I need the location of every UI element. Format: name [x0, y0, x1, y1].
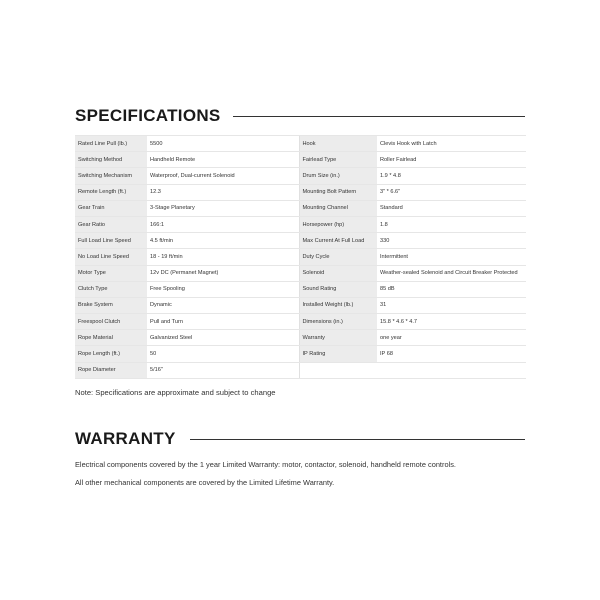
spec-row [75, 152, 526, 168]
spec-row [75, 330, 526, 346]
spec-row [75, 216, 526, 232]
spec-label: Hook [299, 136, 377, 152]
spec-value: one year [377, 330, 526, 346]
specifications-header [75, 106, 525, 126]
spec-value: 166:1 [147, 216, 299, 232]
spec-value: 12.3 [147, 184, 299, 200]
warranty-paragraph-electrical: Electrical components covered by the 1 year Limited Warranty: motor, contactor, solenoid, handheld remote controls. [75, 460, 456, 469]
specifications-title: SPECIFICATIONS [75, 106, 221, 125]
spec-value: Free Spooling [147, 281, 299, 297]
spec-row [75, 297, 526, 313]
spec-label: Full Load Line Speed [75, 233, 147, 249]
spec-value: Clevis Hook with Latch [377, 136, 526, 152]
spec-value: Roller Fairlead [377, 152, 526, 168]
spec-label: Remote Length (ft.) [75, 184, 147, 200]
specifications-divider [233, 116, 525, 117]
specifications-table [75, 135, 526, 379]
spec-value: Standard [377, 200, 526, 216]
spec-label: Switching Method [75, 152, 147, 168]
spec-row [75, 362, 526, 378]
spec-value [377, 362, 526, 378]
spec-value: 85 dB [377, 281, 526, 297]
spec-label: Sound Rating [299, 281, 377, 297]
spec-value: 50 [147, 346, 299, 362]
spec-value: 1.8 [377, 216, 526, 232]
spec-row [75, 314, 526, 330]
spec-label [299, 362, 377, 378]
spec-label: Warranty [299, 330, 377, 346]
spec-row [75, 184, 526, 200]
spec-label: Drum Size (in.) [299, 168, 377, 184]
spec-value: 5/16" [147, 362, 299, 378]
spec-label: Solenoid [299, 265, 377, 281]
spec-row [75, 346, 526, 362]
spec-label: Motor Type [75, 265, 147, 281]
spec-label: Fairlead Type [299, 152, 377, 168]
spec-row [75, 249, 526, 265]
spec-value: 3-Stage Planetary [147, 200, 299, 216]
spec-label: Horsepower (hp) [299, 216, 377, 232]
spec-value: Pull and Turn [147, 314, 299, 330]
spec-label: Rope Diameter [75, 362, 147, 378]
spec-label: Switching Mechanism [75, 168, 147, 184]
spec-label: Clutch Type [75, 281, 147, 297]
spec-value: Handheld Remote [147, 152, 299, 168]
spec-value: Weather-sealed Solenoid and Circuit Breaker Protected [377, 265, 526, 281]
spec-label: IP Rating [299, 346, 377, 362]
spec-value: 15.8 * 4.6 * 4.7 [377, 314, 526, 330]
spec-row [75, 281, 526, 297]
specifications-note: Note: Specifications are approximate and subject to change [75, 388, 276, 397]
warranty-paragraph-mechanical: All other mechanical components are covered by the Limited Lifetime Warranty. [75, 478, 335, 487]
spec-value: 31 [377, 297, 526, 313]
spec-label: Mounting Bolt Pattern [299, 184, 377, 200]
spec-value: 12v DC (Permanet Magnet) [147, 265, 299, 281]
spec-row [75, 265, 526, 281]
spec-value: 5500 [147, 136, 299, 152]
spec-label: Rope Length (ft.) [75, 346, 147, 362]
spec-value: Dynamic [147, 297, 299, 313]
spec-value: 18 - 19 ft/min [147, 249, 299, 265]
spec-value: 330 [377, 233, 526, 249]
spec-label: Brake System [75, 297, 147, 313]
spec-label: Duty Cycle [299, 249, 377, 265]
spec-row [75, 136, 526, 152]
spec-row [75, 200, 526, 216]
spec-row [75, 233, 526, 249]
spec-label: No Load Line Speed [75, 249, 147, 265]
spec-label: Rated Line Pull (lb.) [75, 136, 147, 152]
spec-value: Galvanized Steel [147, 330, 299, 346]
spec-label: Freespool Clutch [75, 314, 147, 330]
warranty-divider [190, 439, 525, 440]
spec-row [75, 168, 526, 184]
spec-value: 3" * 6.6" [377, 184, 526, 200]
spec-value: 4.5 ft/min [147, 233, 299, 249]
spec-label: Max Current At Full Load [299, 233, 377, 249]
spec-label: Installed Weight (lb.) [299, 297, 377, 313]
warranty-header [75, 429, 525, 449]
spec-value: Intermittent [377, 249, 526, 265]
spec-label: Rope Material [75, 330, 147, 346]
spec-label: Mounting Channel [299, 200, 377, 216]
spec-value: 1.9 * 4.8 [377, 168, 526, 184]
spec-label: Gear Ratio [75, 216, 147, 232]
spec-label: Dimensions (in.) [299, 314, 377, 330]
spec-label: Gear Train [75, 200, 147, 216]
spec-value: Waterproof, Dual-current Solenoid [147, 168, 299, 184]
spec-value: IP 68 [377, 346, 526, 362]
warranty-title: WARRANTY [75, 429, 176, 448]
